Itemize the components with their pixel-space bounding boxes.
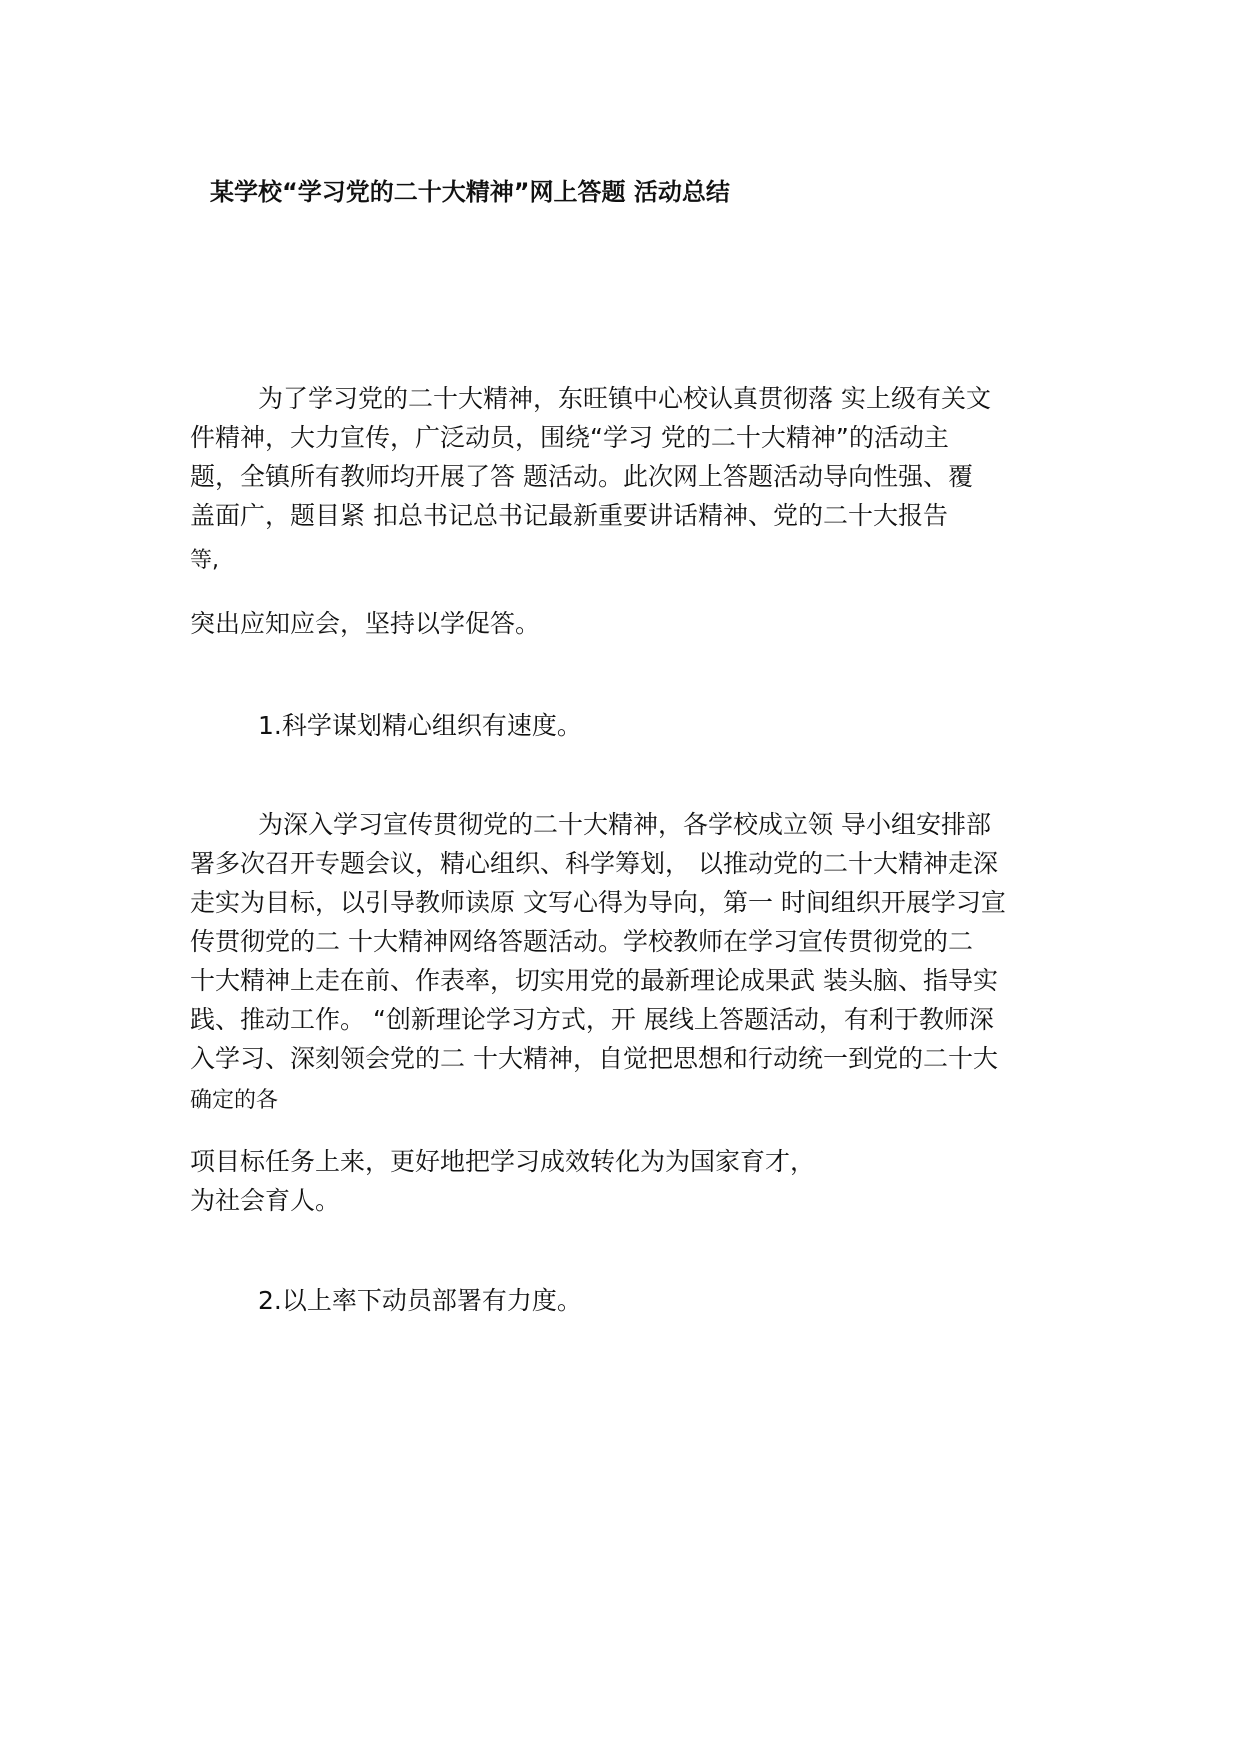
paragraph-1-end: 突出应知应会，坚持以学促答。 [190,609,541,638]
section-heading-2: 2.以上率下动员部署有力度。 [258,1286,582,1315]
paragraph-2-line: 十大精神上走在前、作表率，切实用党的最新理论成果武 装头脑、指导实 [190,966,998,995]
section-heading-1: 1.科学谋划精心组织有速度。 [258,711,582,740]
paragraph-2-end-line: 项目标任务上来，更好地把学习成效转化为为国家育才， [190,1147,816,1176]
paragraph-2-line: 传贯彻党的二 十大精神网络答题活动。学校教师在学习宣传贯彻党的二 [190,927,973,956]
paragraph-2-line: 走实为目标，以引导教师读原 文写心得为导向，第一 时间组织开展学习宣 [190,888,1006,917]
paragraph-1-line: 等, [190,548,219,573]
paragraph-1-line: 盖面广，题目紧 扣总书记总书记最新重要讲话精神、党的二十大报告 [190,501,948,530]
paragraph-2-line: 署多次召开专题会议，精心组织、科学筹划， 以推动党的二十大精神走深 [190,849,998,878]
paragraph-1-line: 件精神，大力宣传，广泛动员，围绕“学习 党的二十大精神”的活动主 [190,423,949,452]
document-title: 某学校“学习党的二十大精神”网上答题 活动总结 [210,178,730,206]
paragraph-2-line: 入学习、深刻领会党的二 十大精神，自觉把思想和行动统一到党的二十大 [190,1044,998,1073]
paragraph-2-line: 为深入学习宣传贯彻党的二十大精神，各学校成立领 导小组安排部 [258,810,991,839]
paragraph-1-line: 题，全镇所有教师均开展了答 题活动。此次网上答题活动导向性强、覆 [190,462,973,491]
paragraph-2-line: 确定的各 [190,1088,279,1113]
paragraph-1-line: 为了学习党的二十大精神，东旺镇中心校认真贯彻落 实上级有关文 [258,384,991,413]
paragraph-2-line: 践、推动工作。 “创新理论学习方式，开 展线上答题活动，有利于教师深 [190,1005,994,1034]
paragraph-2-end-line: 为社会育人。 [190,1186,341,1215]
